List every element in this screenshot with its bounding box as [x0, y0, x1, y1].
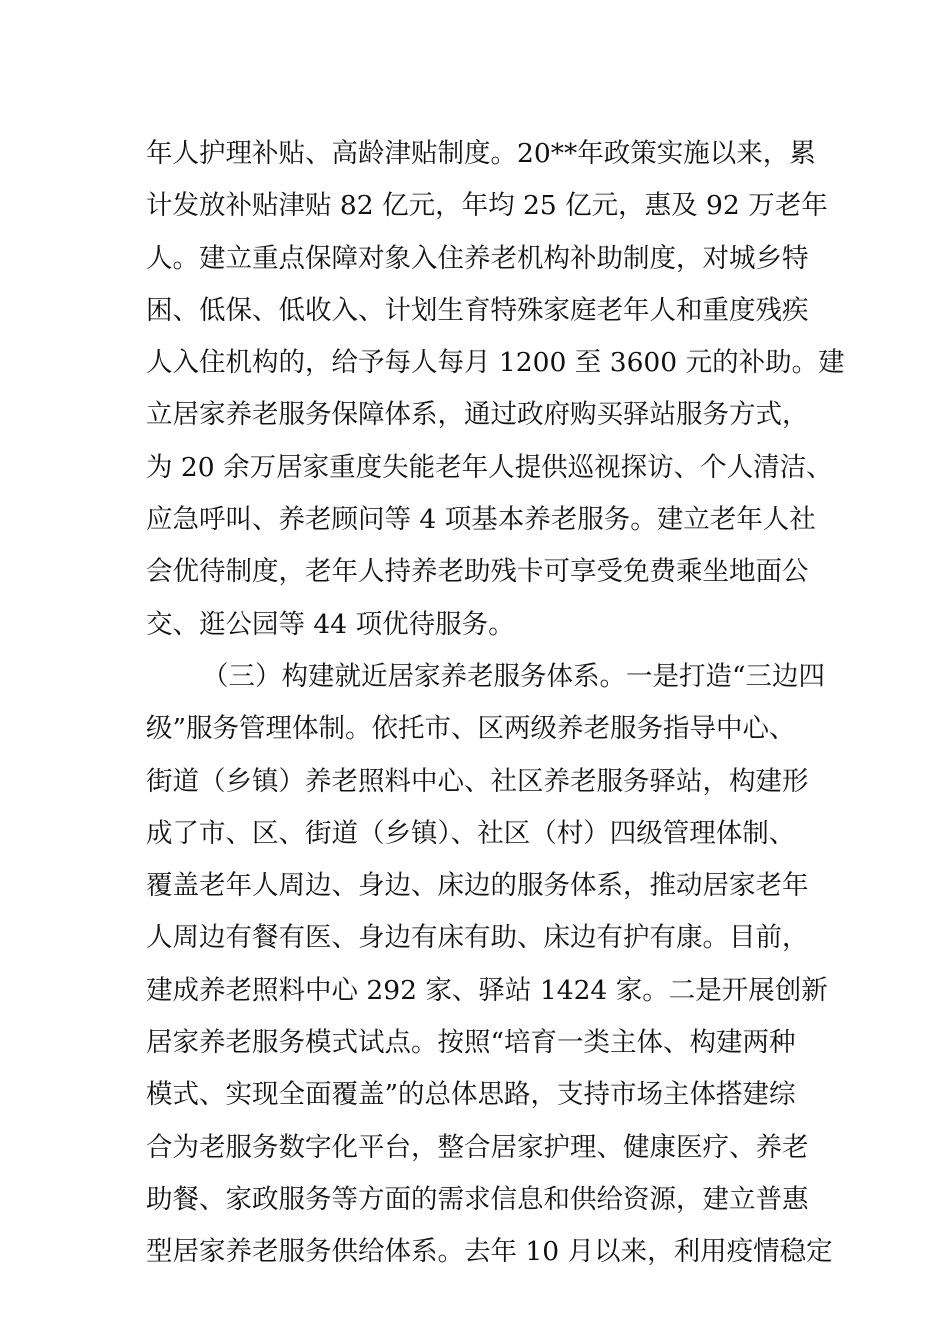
text-line: 助餐、家政服务等方面的需求信息和供给资源，建立普惠 — [146, 1183, 809, 1215]
text-line: 居家养老服务模式试点。按照“培育一类主体、构建两种 — [146, 1027, 796, 1059]
text-line: 型居家养老服务供给体系。去年 10 月以来，利用疫情稳定 — [146, 1236, 833, 1268]
text-line: 交、逛公园等 44 项优待服务。 — [146, 608, 515, 640]
text-line: 为 20 余万居家重度失能老年人提供巡视探访、个人清洁、 — [146, 451, 833, 483]
text-line: 立居家养老服务保障体系，通过政府购买驿站服务方式， — [146, 399, 809, 431]
text-line: 困、低保、低收入、计划生育特殊家庭老年人和重度残疾 — [146, 294, 809, 326]
text-line: 合为老服务数字化平台，整合居家护理、健康医疗、养老 — [146, 1131, 809, 1163]
text-line: 模式、实现全面覆盖”的总体思路，支持市场主体搭建综 — [146, 1079, 796, 1111]
body-text — [146, 128, 846, 1279]
text-line: 建成养老照料中心 292 家、驿站 1424 家。二是开展创新 — [146, 974, 828, 1006]
text-line: 年人护理补贴、高龄津贴制度。20**年政策实施以来，累 — [146, 138, 816, 169]
text-line: 成了市、区、街道（乡镇）、社区（村）四级管理体制、 — [146, 817, 796, 849]
text-line: 应急呼叫、养老顾问等 4 项基本养老服务。建立老年人社 — [146, 504, 816, 536]
text-line: 街道（乡镇）养老照料中心、社区养老服务驿站，构建形 — [146, 765, 809, 797]
text-line: 人周边有餐有医、身边有床有助、床边有护有康。目前， — [146, 922, 809, 954]
text-line: 计发放补贴津贴 82 亿元，年均 25 亿元，惠及 92 万老年 — [146, 190, 828, 222]
text-line: 人。建立重点保障对象入住养老机构补助制度，对城乡特 — [146, 242, 809, 274]
text-line: 覆盖老年人周边、身边、床边的服务体系，推动居家老年 — [146, 870, 809, 902]
text-line: 级”服务管理体制。依托市、区两级养老服务指导中心、 — [146, 713, 796, 745]
text-line: 人入住机构的，给予每人每月 1200 至 3600 元的补助。建 — [146, 347, 845, 379]
section-heading-line: （三）构建就近居家养老服务体系。一是打造“三边四 — [202, 660, 826, 692]
text-line: 会优待制度，老年人持养老助残卡可享受免费乘坐地面公 — [146, 556, 809, 588]
